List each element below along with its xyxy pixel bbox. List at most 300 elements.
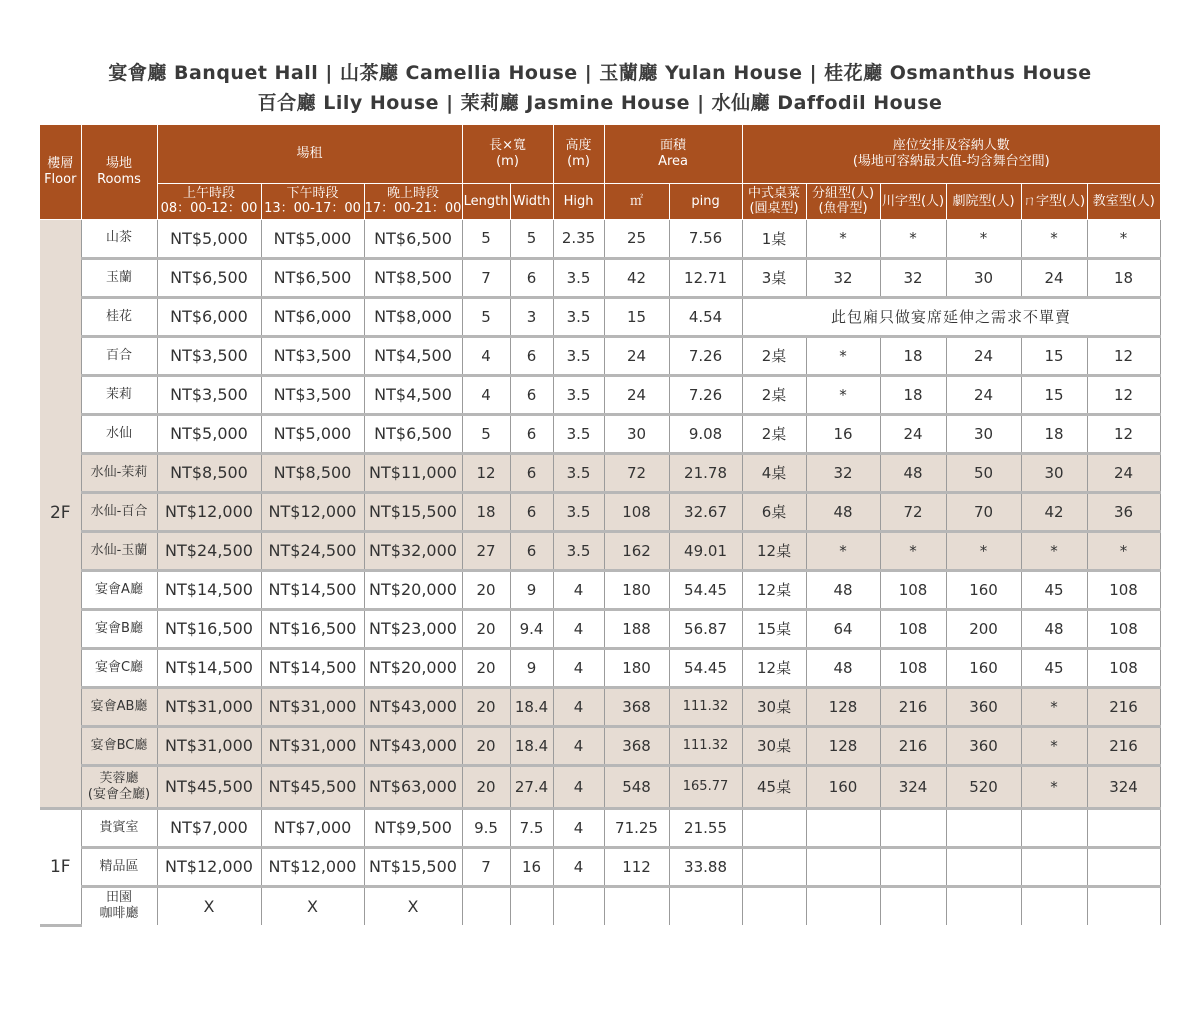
u-shape-cell: *	[1021, 687, 1087, 726]
chinese-banquet-header: 中式桌菜 (圓桌型)	[742, 183, 806, 219]
height-cell: 4	[553, 765, 604, 808]
width-cell: 6	[510, 258, 553, 297]
room-name-cell	[81, 531, 157, 570]
ping-cell: 33.88	[669, 847, 742, 886]
ping-cell: 111.32	[669, 726, 742, 765]
group-style-cell: 128	[806, 687, 880, 726]
morning-rate-cell: NT$5,000	[157, 414, 261, 453]
room-name-line: 宴會B廳	[95, 620, 143, 636]
table-row	[40, 492, 1160, 531]
height-cell: 4	[553, 687, 604, 726]
afternoon-rate-cell: NT$24,500	[261, 531, 364, 570]
morning-header: 上午時段 08：00-12：00	[157, 183, 261, 219]
chinese-banquet-cell: 12桌	[742, 570, 806, 609]
room-name-line: 山茶	[105, 230, 132, 245]
chinese-banquet-cell: 45桌	[742, 765, 806, 808]
group-style-header: 分組型(人) (魚骨型)	[806, 183, 880, 219]
room-name-line: 水仙-玉蘭	[90, 542, 148, 558]
classroom-style-cell: 108	[1087, 609, 1160, 648]
u-shape-cell	[1021, 808, 1087, 847]
classroom-style-cell: *	[1087, 219, 1160, 258]
chinese-banquet-cell: 12桌	[742, 648, 806, 687]
room-name-cell	[81, 297, 157, 336]
ping-cell: 165.77	[669, 765, 742, 808]
group-style-cell: 64	[806, 609, 880, 648]
chuan-style-cell: 32	[880, 258, 946, 297]
room-name-cell	[81, 886, 157, 925]
height-cell: 4	[553, 726, 604, 765]
width-cell: 6	[510, 336, 553, 375]
room-name-line: 百合	[105, 347, 132, 363]
height-cell: 4	[553, 808, 604, 847]
ping-cell: 49.01	[669, 531, 742, 570]
evening-rate-cell: NT$15,500	[364, 492, 462, 531]
table-row	[40, 648, 1160, 687]
classroom-style-header: 教室型(人)	[1087, 183, 1160, 219]
morning-rate-cell: NT$12,000	[157, 492, 261, 531]
chuan-style-header: 川字型(人)	[880, 183, 946, 219]
floor-header: 樓層 Floor	[40, 125, 81, 219]
afternoon-rate-cell: NT$5,000	[261, 414, 364, 453]
floor-cell-1f: 1F	[40, 808, 81, 925]
theater-style-cell: 70	[946, 492, 1021, 531]
room-name-line: 芙蓉廳	[99, 770, 139, 786]
classroom-style-cell: 12	[1087, 414, 1160, 453]
theater-style-cell	[946, 886, 1021, 925]
chinese-banquet-cell: 1桌	[742, 219, 806, 258]
group-style-cell: 48	[806, 648, 880, 687]
evening-rate-cell: NT$20,000	[364, 648, 462, 687]
length-cell: 18	[462, 492, 510, 531]
width-cell: 9	[510, 648, 553, 687]
evening-rate-cell: NT$4,500	[364, 375, 462, 414]
table-row	[40, 531, 1160, 570]
u-shape-cell	[1021, 847, 1087, 886]
height-cell: 3.5	[553, 375, 604, 414]
chinese-banquet-cell: 6桌	[742, 492, 806, 531]
chuan-style-cell	[880, 847, 946, 886]
ping-cell: 7.56	[669, 219, 742, 258]
evening-rate-cell: NT$11,000	[364, 453, 462, 492]
group-style-cell: 32	[806, 258, 880, 297]
seating-header: 座位安排及容納人數 (場地可容納最大值-均含舞台空間)	[742, 125, 1160, 183]
morning-rate-cell: NT$12,000	[157, 847, 261, 886]
room-name-cell	[81, 687, 157, 726]
table-row	[40, 414, 1160, 453]
header-row-1	[40, 125, 1160, 183]
chuan-style-cell: 18	[880, 336, 946, 375]
u-shape-cell: 48	[1021, 609, 1087, 648]
room-name-cell	[81, 765, 157, 808]
room-name-line: 宴會A廳	[95, 581, 143, 597]
theater-style-cell: *	[946, 219, 1021, 258]
room-name-cell	[81, 726, 157, 765]
group-style-cell: 48	[806, 492, 880, 531]
chuan-style-cell: 324	[880, 765, 946, 808]
chinese-banquet-cell	[742, 808, 806, 847]
morning-rate-cell: NT$6,500	[157, 258, 261, 297]
width-cell: 6	[510, 414, 553, 453]
evening-rate-cell: NT$43,000	[364, 687, 462, 726]
room-name-line: 貴賓室	[99, 819, 139, 835]
afternoon-rate-cell: NT$12,000	[261, 847, 364, 886]
group-style-cell: 128	[806, 726, 880, 765]
ping-header: ping	[669, 183, 742, 219]
width-cell: 9.4	[510, 609, 553, 648]
length-cell: 7	[462, 258, 510, 297]
afternoon-header: 下午時段 13：00-17：00	[261, 183, 364, 219]
morning-rate-cell: NT$45,500	[157, 765, 261, 808]
room-name-cell	[81, 570, 157, 609]
afternoon-rate-cell: NT$3,500	[261, 336, 364, 375]
sqm-cell: 108	[604, 492, 669, 531]
theater-style-cell: 30	[946, 258, 1021, 297]
room-name-line: 茉莉	[105, 386, 132, 402]
table-row	[40, 886, 1160, 925]
table-row	[40, 847, 1160, 886]
evening-rate-cell: NT$32,000	[364, 531, 462, 570]
chinese-banquet-cell: 2桌	[742, 336, 806, 375]
chuan-style-cell: *	[880, 219, 946, 258]
evening-rate-cell: NT$43,000	[364, 726, 462, 765]
evening-rate-cell: NT$9,500	[364, 808, 462, 847]
evening-rate-cell: NT$15,500	[364, 847, 462, 886]
group-style-cell: 32	[806, 453, 880, 492]
length-cell: 5	[462, 219, 510, 258]
height-cell: 2.35	[553, 219, 604, 258]
evening-rate-cell: NT$6,500	[364, 219, 462, 258]
width-cell: 18.4	[510, 726, 553, 765]
width-cell: 3	[510, 297, 553, 336]
sqm-cell: 548	[604, 765, 669, 808]
width-cell: 27.4	[510, 765, 553, 808]
length-cell: 20	[462, 687, 510, 726]
room-name-line: (宴會全廳)	[87, 786, 151, 802]
classroom-style-cell: 24	[1087, 453, 1160, 492]
group-style-cell: *	[806, 375, 880, 414]
high-header: High	[553, 183, 604, 219]
group-style-cell: 16	[806, 414, 880, 453]
table-row	[40, 219, 1160, 258]
classroom-style-cell: 36	[1087, 492, 1160, 531]
ping-cell: 4.54	[669, 297, 742, 336]
morning-rate-cell: X	[157, 886, 261, 925]
length-cell: 9.5	[462, 808, 510, 847]
group-style-cell: *	[806, 219, 880, 258]
theater-style-cell: *	[946, 531, 1021, 570]
ping-cell: 21.78	[669, 453, 742, 492]
sqm-cell: 180	[604, 570, 669, 609]
height-cell: 4	[553, 847, 604, 886]
morning-rate-cell: NT$7,000	[157, 808, 261, 847]
table-row	[40, 375, 1160, 414]
table-row	[40, 765, 1160, 808]
theater-style-cell: 24	[946, 336, 1021, 375]
afternoon-rate-cell: NT$31,000	[261, 687, 364, 726]
group-style-cell	[806, 886, 880, 925]
classroom-style-cell: 324	[1087, 765, 1160, 808]
length-cell	[462, 886, 510, 925]
length-cell: 20	[462, 726, 510, 765]
page-title-line-2: 百合廳 Lily House | 茉莉廳 Jasmine House | 水仙廳 Daffodil House	[257, 92, 943, 114]
morning-rate-cell: NT$14,500	[157, 648, 261, 687]
note-cell: 此包廂只做宴席延伸之需求不單賣	[742, 297, 1160, 336]
chuan-style-cell: 48	[880, 453, 946, 492]
page-title-line-1: 宴會廳 Banquet Hall | 山茶廳 Camellia House | 玉蘭廳 Yulan House | 桂花廳 Osmanthus House	[108, 62, 1092, 84]
room-name-cell	[81, 375, 157, 414]
room-name-line: 水仙-茉莉	[90, 464, 148, 480]
classroom-style-cell: 216	[1087, 687, 1160, 726]
height-cell: 3.5	[553, 258, 604, 297]
morning-rate-cell: NT$3,500	[157, 375, 261, 414]
u-shape-cell: 18	[1021, 414, 1087, 453]
height-cell: 3.5	[553, 414, 604, 453]
group-style-cell: *	[806, 336, 880, 375]
theater-style-cell	[946, 847, 1021, 886]
afternoon-rate-cell: NT$14,500	[261, 570, 364, 609]
width-cell: 9	[510, 570, 553, 609]
u-shape-cell: 30	[1021, 453, 1087, 492]
theater-style-cell: 520	[946, 765, 1021, 808]
theater-style-cell: 160	[946, 648, 1021, 687]
table-row	[40, 609, 1160, 648]
sqm-cell: 368	[604, 687, 669, 726]
afternoon-rate-cell: NT$6,500	[261, 258, 364, 297]
length-cell: 12	[462, 453, 510, 492]
height-cell: 4	[553, 609, 604, 648]
width-cell: 6	[510, 492, 553, 531]
room-name-line: 宴會AB廳	[90, 698, 148, 714]
theater-style-cell: 50	[946, 453, 1021, 492]
table-row	[40, 726, 1160, 765]
ping-cell: 7.26	[669, 336, 742, 375]
length-cell: 7	[462, 847, 510, 886]
width-header: Width	[510, 183, 553, 219]
height-header: 高度 (m)	[553, 125, 604, 183]
height-cell: 4	[553, 648, 604, 687]
length-cell: 5	[462, 297, 510, 336]
room-name-line: 宴會C廳	[94, 659, 144, 675]
sqm-cell: 368	[604, 726, 669, 765]
header-row-2	[40, 183, 1160, 219]
afternoon-rate-cell: NT$7,000	[261, 808, 364, 847]
table-row	[40, 570, 1160, 609]
room-name-cell	[81, 609, 157, 648]
u-shape-header: ㄇ字型(人)	[1021, 183, 1087, 219]
morning-rate-cell: NT$31,000	[157, 726, 261, 765]
afternoon-rate-cell: NT$8,500	[261, 453, 364, 492]
group-style-cell: 48	[806, 570, 880, 609]
theater-style-cell: 24	[946, 375, 1021, 414]
classroom-style-cell: 108	[1087, 570, 1160, 609]
sqm-cell: 112	[604, 847, 669, 886]
morning-rate-cell: NT$6,000	[157, 297, 261, 336]
theater-style-cell: 360	[946, 687, 1021, 726]
u-shape-cell: *	[1021, 765, 1087, 808]
chuan-style-cell: 216	[880, 726, 946, 765]
theater-style-cell: 200	[946, 609, 1021, 648]
chinese-banquet-cell: 12桌	[742, 531, 806, 570]
sqm-cell: 25	[604, 219, 669, 258]
classroom-style-cell: 108	[1087, 648, 1160, 687]
chinese-banquet-cell: 2桌	[742, 414, 806, 453]
group-style-cell: 160	[806, 765, 880, 808]
chuan-style-cell: 24	[880, 414, 946, 453]
length-cell: 4	[462, 375, 510, 414]
ping-cell: 111.32	[669, 687, 742, 726]
evening-rate-cell: X	[364, 886, 462, 925]
group-style-cell: *	[806, 531, 880, 570]
chinese-banquet-cell	[742, 886, 806, 925]
length-cell: 20	[462, 609, 510, 648]
sqm-cell: 24	[604, 336, 669, 375]
chuan-style-cell: 216	[880, 687, 946, 726]
table-row	[40, 336, 1160, 375]
table-row	[40, 297, 1160, 336]
u-shape-cell: 24	[1021, 258, 1087, 297]
morning-rate-cell: NT$8,500	[157, 453, 261, 492]
morning-rate-cell: NT$14,500	[157, 570, 261, 609]
ping-cell: 54.45	[669, 648, 742, 687]
room-name-cell	[81, 808, 157, 847]
chinese-banquet-cell: 30桌	[742, 726, 806, 765]
theater-style-header: 劇院型(人)	[946, 183, 1021, 219]
group-style-cell	[806, 808, 880, 847]
length-cell: 5	[462, 414, 510, 453]
table-row	[40, 258, 1160, 297]
sqm-cell: 188	[604, 609, 669, 648]
width-cell	[510, 886, 553, 925]
evening-rate-cell: NT$23,000	[364, 609, 462, 648]
height-cell: 3.5	[553, 492, 604, 531]
length-cell: 20	[462, 648, 510, 687]
table-row	[40, 453, 1160, 492]
morning-rate-cell: NT$16,500	[157, 609, 261, 648]
theater-style-cell: 160	[946, 570, 1021, 609]
ping-cell: 9.08	[669, 414, 742, 453]
evening-rate-cell: NT$6,500	[364, 414, 462, 453]
afternoon-rate-cell: NT$14,500	[261, 648, 364, 687]
afternoon-rate-cell: NT$31,000	[261, 726, 364, 765]
chinese-banquet-cell: 15桌	[742, 609, 806, 648]
room-name-cell	[81, 414, 157, 453]
table-row	[40, 687, 1160, 726]
floor-cell-2f: 2F	[40, 219, 81, 808]
sqm-cell: 72	[604, 453, 669, 492]
u-shape-cell: *	[1021, 219, 1087, 258]
height-cell: 3.5	[553, 531, 604, 570]
sqm-cell: 180	[604, 648, 669, 687]
room-name-cell	[81, 492, 157, 531]
afternoon-rate-cell: NT$6,000	[261, 297, 364, 336]
length-cell: 4	[462, 336, 510, 375]
sqm-cell: 15	[604, 297, 669, 336]
u-shape-cell: 45	[1021, 570, 1087, 609]
afternoon-rate-cell: NT$16,500	[261, 609, 364, 648]
afternoon-rate-cell: NT$5,000	[261, 219, 364, 258]
u-shape-cell	[1021, 886, 1087, 925]
sqm-cell: 24	[604, 375, 669, 414]
width-cell: 5	[510, 219, 553, 258]
classroom-style-cell	[1087, 886, 1160, 925]
classroom-style-cell: 216	[1087, 726, 1160, 765]
theater-style-cell: 30	[946, 414, 1021, 453]
room-name-line: 宴會BC廳	[90, 737, 148, 753]
afternoon-rate-cell: NT$3,500	[261, 375, 364, 414]
chuan-style-cell: 108	[880, 609, 946, 648]
height-cell: 3.5	[553, 453, 604, 492]
width-cell: 6	[510, 375, 553, 414]
room-name-line: 咖啡廳	[99, 906, 139, 922]
chuan-style-cell: 108	[880, 570, 946, 609]
morning-rate-cell: NT$31,000	[157, 687, 261, 726]
height-cell: 3.5	[553, 336, 604, 375]
width-cell: 6	[510, 453, 553, 492]
classroom-style-cell: 18	[1087, 258, 1160, 297]
sqm-cell	[604, 886, 669, 925]
u-shape-cell: *	[1021, 531, 1087, 570]
chinese-banquet-cell: 4桌	[742, 453, 806, 492]
theater-style-cell: 360	[946, 726, 1021, 765]
room-name-cell	[81, 648, 157, 687]
venue-rate-table	[40, 125, 1161, 927]
sqm-cell: 30	[604, 414, 669, 453]
room-name-cell	[81, 258, 157, 297]
chuan-style-cell: *	[880, 531, 946, 570]
width-cell: 16	[510, 847, 553, 886]
room-name-cell	[81, 219, 157, 258]
length-cell: 20	[462, 765, 510, 808]
evening-rate-cell: NT$8,000	[364, 297, 462, 336]
ping-cell: 7.26	[669, 375, 742, 414]
evening-rate-cell: NT$20,000	[364, 570, 462, 609]
length-cell: 20	[462, 570, 510, 609]
rooms-header: 場地 Rooms	[81, 125, 157, 219]
rent-header: 場租	[157, 125, 462, 183]
table-row	[40, 808, 1160, 847]
evening-rate-cell: NT$63,000	[364, 765, 462, 808]
chuan-style-cell: 72	[880, 492, 946, 531]
area-header: 面積 Area	[604, 125, 742, 183]
chuan-style-cell	[880, 808, 946, 847]
length-header: Length	[462, 183, 510, 219]
ping-cell: 56.87	[669, 609, 742, 648]
u-shape-cell: 15	[1021, 375, 1087, 414]
group-style-cell	[806, 847, 880, 886]
chinese-banquet-cell: 3桌	[742, 258, 806, 297]
room-name-line: 田園	[105, 890, 132, 906]
afternoon-rate-cell: NT$45,500	[261, 765, 364, 808]
afternoon-rate-cell: X	[261, 886, 364, 925]
morning-rate-cell: NT$3,500	[157, 336, 261, 375]
classroom-style-cell: *	[1087, 531, 1160, 570]
dimension-header: 長×寬 (m)	[462, 125, 553, 183]
afternoon-rate-cell: NT$12,000	[261, 492, 364, 531]
evening-rate-cell: NT$8,500	[364, 258, 462, 297]
classroom-style-cell: 12	[1087, 336, 1160, 375]
room-name-line: 精品區	[99, 858, 139, 874]
ping-cell: 32.67	[669, 492, 742, 531]
room-name-line: 水仙	[105, 425, 132, 441]
room-name-cell	[81, 453, 157, 492]
evening-header: 晚上時段 17：00-21：00	[364, 183, 462, 219]
theater-style-cell	[946, 808, 1021, 847]
height-cell: 4	[553, 570, 604, 609]
width-cell: 18.4	[510, 687, 553, 726]
chuan-style-cell	[880, 886, 946, 925]
room-name-line: 桂花	[105, 308, 132, 324]
room-name-cell	[81, 336, 157, 375]
